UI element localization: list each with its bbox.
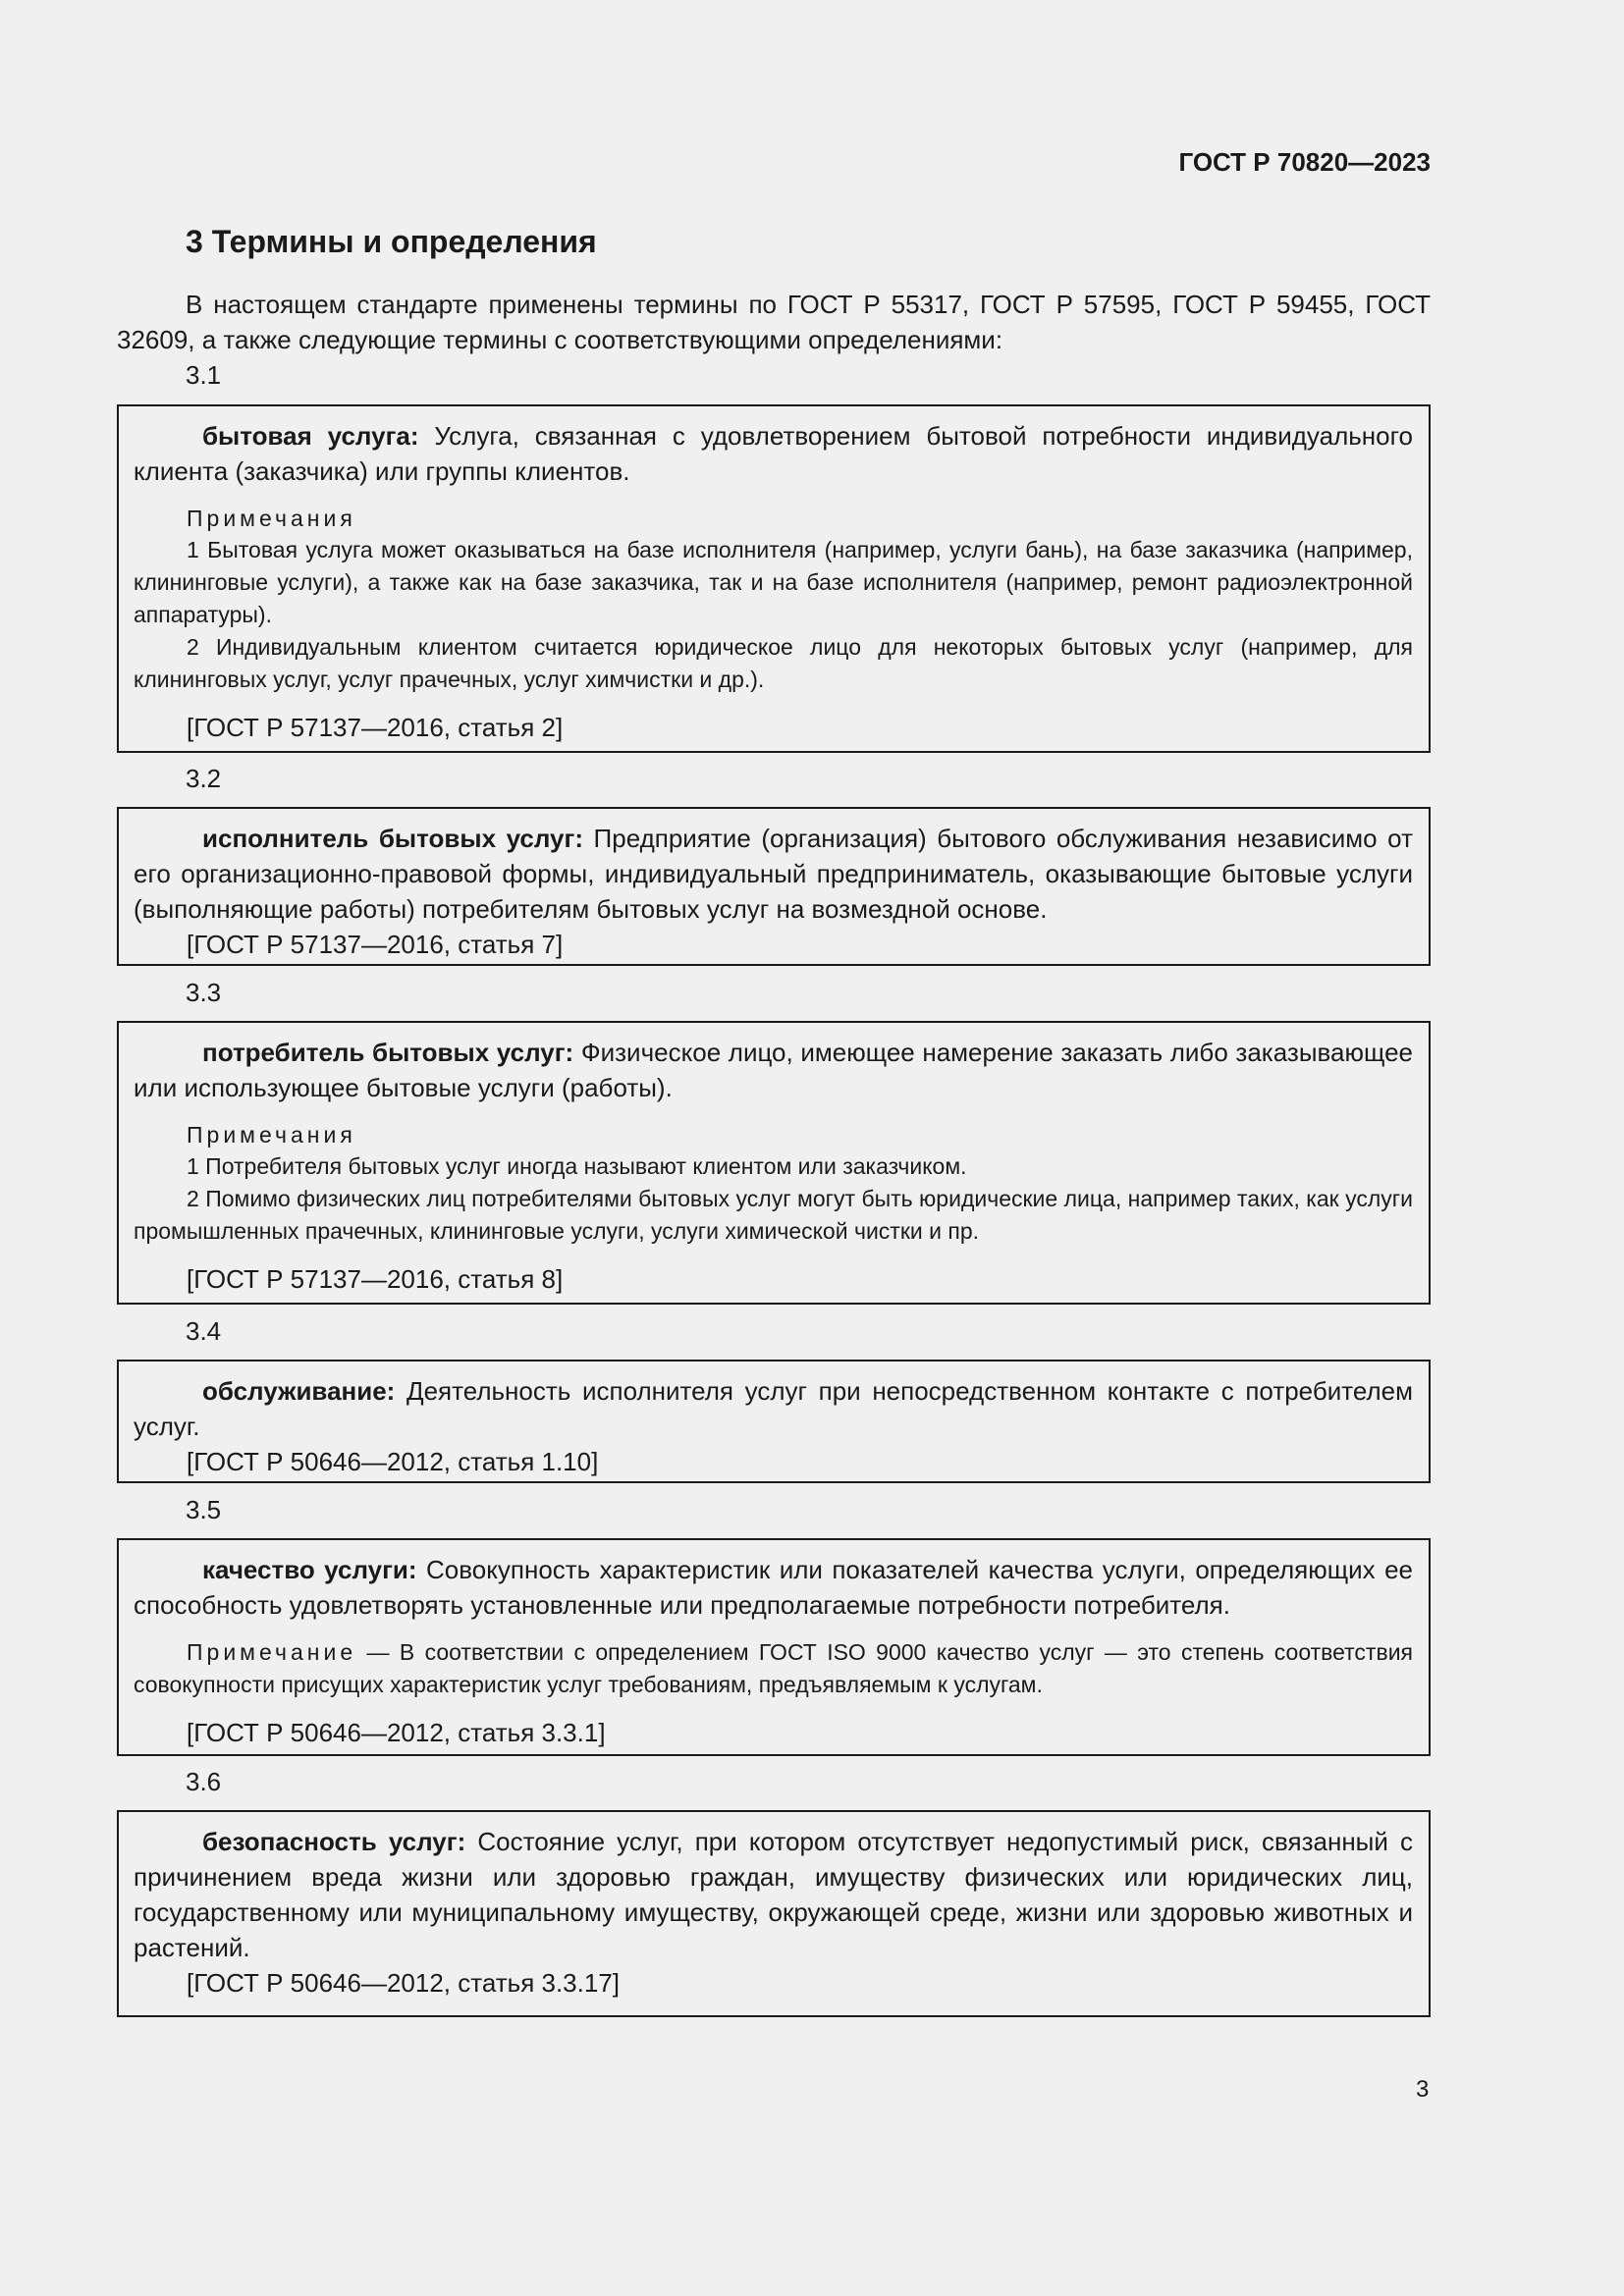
term-number: 3.5 — [186, 1495, 222, 1524]
term-box — [117, 1538, 1431, 1756]
definition-text: Услуга, связанная с удовлетворением бытовой потребности индивидуального клиента (заказчика) или группы клиентов. — [134, 421, 1413, 486]
term-name: потребитель бытовых услуг: — [202, 1038, 574, 1067]
note-item: 2 Помимо физических лиц потребителями бытовых услуг могут быть юридические лица, например таких, как услуги промышленных прачечных, клининговые услуги, услуги химической чистки и пр. — [134, 1186, 1413, 1244]
note-label: Примечание — [187, 1639, 357, 1665]
term-box — [117, 1021, 1431, 1305]
note-item: 1 Бытовая услуга может оказываться на базе исполнителя (например, услуги бань), на базе заказчика (например, клининговые услуги), а также как на базе заказчика, так и на базе исполнителя (например, ремонт радиоэлектронной аппаратуры). — [134, 537, 1413, 627]
term-name: обслуживание: — [202, 1376, 396, 1406]
term-definition — [134, 821, 1413, 927]
term-number: 3.2 — [186, 764, 222, 793]
note-text: — В соответствии с определением ГОСТ ISO 9000 качество услуг — это степень соответствия совокупности присущих характеристик услуг требованиям, предъявляемым к услугам. — [134, 1639, 1413, 1697]
term-source: [ГОСТ Р 50646—2012, статья 3.3.1] — [187, 1718, 606, 1747]
note-item — [134, 1636, 1413, 1701]
term-definition — [134, 418, 1413, 489]
term-name: безопасность услуг: — [202, 1827, 466, 1856]
notes-block — [134, 1636, 1413, 1701]
term-box — [117, 1810, 1431, 2017]
definition-text: Деятельность исполнителя услуг при непосредственном контакте с потребителем услуг. — [134, 1376, 1413, 1441]
term-box — [117, 1360, 1431, 1483]
term-source: [ГОСТ Р 57137—2016, статья 2] — [187, 713, 564, 742]
term-definition — [134, 1373, 1413, 1444]
term-name: бытовая услуга: — [202, 421, 419, 451]
document-code: ГОСТ Р 70820—2023 — [1178, 147, 1431, 177]
definition-text: Предприятие (организация) бытового обслуживания независимо от его организационно-правовой формы, индивидуальный предприниматель, оказывающие бытовые услуги (выполняющие работы) потребителям бытовых услуг на возмездной основе. — [134, 824, 1413, 924]
term-box — [117, 807, 1431, 966]
section-title: 3 Термины и определения — [186, 224, 597, 259]
definition-text: Физическое лицо, имеющее намерение заказать либо заказывающее или использующее бытовые услуги (работы). — [134, 1038, 1414, 1102]
term-source: [ГОСТ Р 50646—2012, статья 3.3.17] — [187, 1968, 621, 1998]
term-definition — [134, 1552, 1413, 1623]
term-definition — [134, 1824, 1413, 1965]
term-number: 3.4 — [186, 1316, 222, 1346]
term-number: 3.1 — [186, 360, 222, 390]
notes-heading: Примечания — [187, 506, 356, 531]
term-box — [117, 404, 1431, 753]
note-item: 1 Потребителя бытовых услуг иногда называют клиентом или заказчиком. — [187, 1153, 967, 1179]
notes-block — [134, 503, 1413, 696]
term-source: [ГОСТ Р 57137—2016, статья 8] — [187, 1264, 564, 1294]
term-definition — [134, 1035, 1413, 1105]
definition-text: Совокупность характеристик или показателей качества услуги, определяющих ее способность удовлетворять установленные или предполагаемые потребности потребителя. — [134, 1555, 1413, 1620]
term-name: исполнитель бытовых услуг: — [202, 824, 583, 853]
term-number: 3.3 — [186, 978, 222, 1007]
term-number: 3.6 — [186, 1767, 222, 1796]
definition-text: Состояние услуг, при котором отсутствует недопустимый риск, связанный с причинением вреда жизни или здоровью граждан, имуществу физических или юридических лиц, государственному или муниципальному имуществу, окружающей среде, жизни или здоровью животных и растений. — [134, 1827, 1413, 1962]
notes-block — [134, 1119, 1413, 1248]
intro-text: В настоящем стандарте применены термины по ГОСТ Р 55317, ГОСТ Р 57595, ГОСТ Р 59455, ГОСТ 32609, а также следующие термины с соответствующими определениями: — [117, 290, 1431, 354]
notes-heading: Примечания — [187, 1122, 356, 1148]
term-source: [ГОСТ Р 57137—2016, статья 7] — [187, 930, 564, 959]
term-name: качество услуги: — [202, 1555, 417, 1584]
intro-paragraph — [117, 287, 1431, 357]
note-item: 2 Индивидуальным клиентом считается юридическое лицо для некоторых бытовых услуг (например, для клининговых услуг, услуг прачечных, услуг химчистки и др.). — [134, 634, 1413, 692]
term-source: [ГОСТ Р 50646—2012, статья 1.10] — [187, 1447, 599, 1476]
page-number: 3 — [1416, 2076, 1430, 2103]
